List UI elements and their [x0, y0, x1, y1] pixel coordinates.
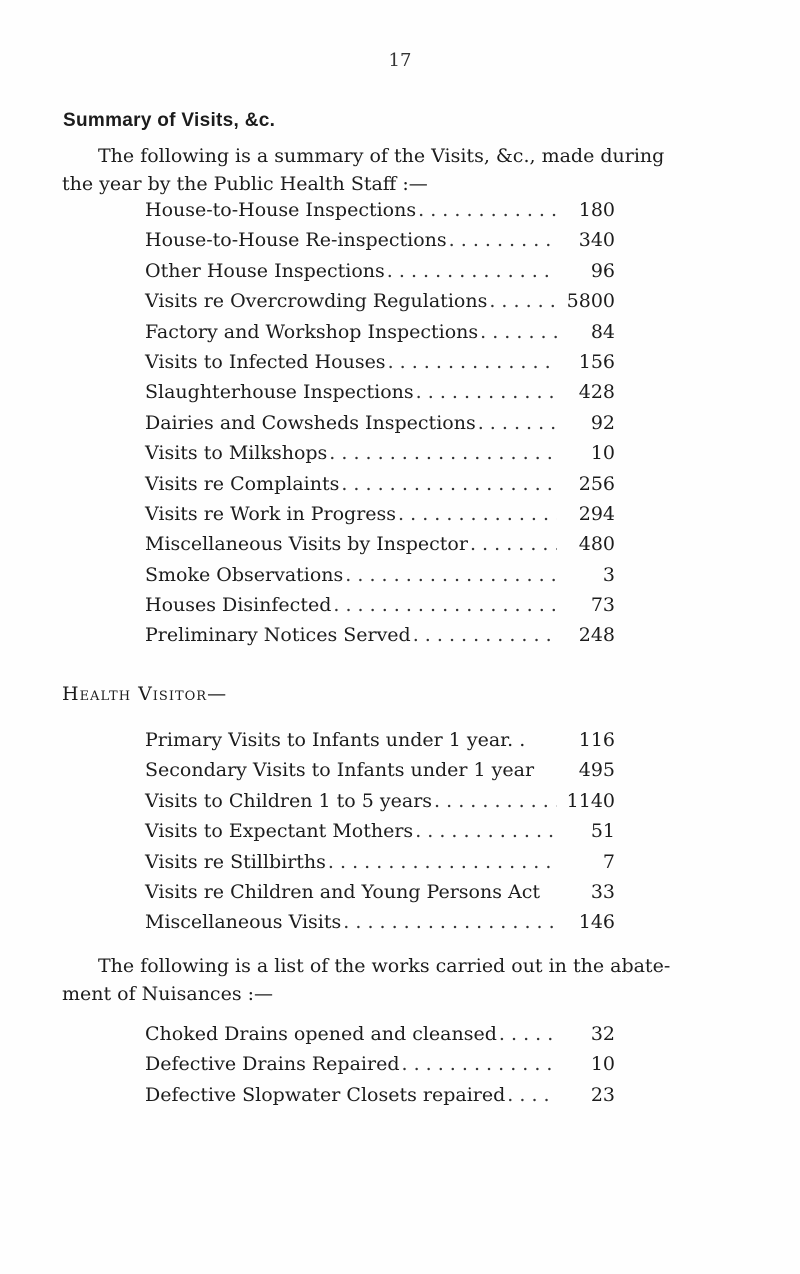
- list-item: [145, 503, 615, 533]
- item-value: 146: [578, 911, 615, 934]
- item-label: Visits re Children and Young Persons Act: [145, 880, 541, 903]
- item-value: 96: [590, 259, 615, 282]
- intro-paragraph: [62, 142, 752, 198]
- item-label: House-to-House Inspections: [145, 199, 417, 221]
- item-value: 73: [590, 594, 615, 617]
- dot-leader: [434, 790, 557, 812]
- dot-leader: [418, 199, 557, 221]
- health-visitor-list: [145, 729, 615, 942]
- item-value: 5800: [566, 290, 615, 313]
- list-item: [145, 790, 615, 820]
- page-heading: Summary of Visits, &c.: [63, 110, 276, 131]
- dot-leader: [328, 851, 557, 873]
- item-label: Visits re Stillbirths: [145, 850, 326, 873]
- list-item: [145, 260, 615, 290]
- list-item: [145, 321, 615, 351]
- nuisances-line-1: The following is a list of the works carried out in the abate-: [98, 955, 671, 977]
- item-value: 3: [602, 563, 615, 586]
- item-value: 495: [578, 759, 615, 782]
- item-value: 180: [578, 199, 615, 221]
- item-value: 156: [578, 350, 615, 373]
- dot-leader: [416, 381, 557, 403]
- dot-leader: [345, 564, 557, 586]
- list-item: [145, 1053, 615, 1083]
- dot-leader: [343, 911, 557, 933]
- nuisances-paragraph: [62, 952, 752, 1008]
- intro-line-2: the year by the Public Health Staff :—: [62, 173, 428, 195]
- list-item: [145, 594, 615, 624]
- item-label: Secondary Visits to Infants under 1 year: [145, 759, 535, 782]
- list-item: [145, 199, 615, 229]
- list-item: [145, 381, 615, 411]
- dot-leader: [489, 290, 557, 312]
- item-label: Choked Drains opened and cleansed: [145, 1023, 497, 1045]
- page-number: 17: [388, 50, 412, 71]
- item-value: 84: [590, 320, 615, 343]
- item-label: Defective Drains Repaired: [145, 1053, 400, 1076]
- list-item: [145, 881, 615, 911]
- list-item: [145, 229, 615, 259]
- dot-leader: [415, 820, 557, 842]
- list-item: [145, 412, 615, 442]
- dot-leader: [341, 473, 557, 495]
- item-label: Slaughterhouse Inspections: [145, 381, 414, 404]
- dot-leader: [329, 442, 557, 464]
- item-label: Dairies and Cowsheds Inspections: [145, 411, 476, 434]
- item-value: 116: [578, 729, 615, 751]
- item-value: 256: [578, 472, 615, 495]
- list-item: [145, 564, 615, 594]
- dot-leader: [507, 1084, 557, 1106]
- dot-leader: [480, 321, 557, 343]
- list-item: [145, 624, 615, 654]
- item-value: 1140: [566, 789, 615, 812]
- item-label: Other House Inspections: [145, 259, 385, 282]
- list-item: [145, 290, 615, 320]
- dot-leader: [470, 533, 557, 555]
- item-label: Preliminary Notices Served: [145, 624, 411, 647]
- item-label: Primary Visits to Infants under 1 year. .: [145, 729, 526, 751]
- item-value: 51: [590, 820, 615, 843]
- item-label: Houses Disinfected: [145, 594, 332, 617]
- item-label: Visits to Children 1 to 5 years: [145, 789, 433, 812]
- dot-leader: [449, 229, 557, 251]
- item-label: Visits to Infected Houses: [145, 350, 386, 373]
- item-value: 10: [590, 1053, 615, 1076]
- dot-leader: [388, 351, 557, 373]
- dot-leader: [333, 594, 557, 616]
- dot-leader: [499, 1023, 557, 1045]
- health-visitor-title: Health Visitor—: [62, 683, 228, 705]
- list-item: [145, 533, 615, 563]
- item-value: 7: [602, 850, 615, 873]
- list-item: [145, 473, 615, 503]
- item-value: 23: [590, 1083, 615, 1106]
- item-label: Miscellaneous Visits by Inspector: [145, 533, 468, 556]
- list-item: [145, 1084, 615, 1114]
- list-item: [145, 911, 615, 941]
- item-value: 340: [578, 229, 615, 252]
- item-label: Factory and Workshop Inspections: [145, 320, 479, 343]
- dot-leader: [401, 1053, 557, 1075]
- nuisances-list: [145, 1023, 615, 1114]
- list-item: [145, 729, 615, 759]
- item-label: Visits to Milkshops: [145, 442, 328, 465]
- item-label: Visits to Expectant Mothers: [145, 820, 414, 843]
- item-value: 10: [590, 442, 615, 465]
- dot-leader: [398, 503, 557, 525]
- item-label: House-to-House Re-inspections: [145, 229, 447, 252]
- item-label: Visits re Complaints: [145, 472, 340, 495]
- item-label: Visits re Overcrowding Regulations: [145, 290, 488, 313]
- list-item: [145, 851, 615, 881]
- item-label: Defective Slopwater Closets repaired: [145, 1083, 506, 1106]
- dot-leader: [478, 412, 557, 434]
- item-value: 480: [578, 533, 615, 556]
- dot-leader: [413, 624, 557, 646]
- item-value: 294: [578, 502, 615, 525]
- item-label: Miscellaneous Visits: [145, 911, 342, 934]
- item-value: 33: [590, 880, 615, 903]
- item-value: 92: [590, 411, 615, 434]
- dot-leader: [387, 260, 557, 282]
- staff-visits-list: [145, 199, 615, 655]
- list-item: [145, 759, 615, 789]
- item-label: Visits re Work in Progress: [145, 502, 397, 525]
- item-value: 248: [578, 624, 615, 647]
- intro-line-1: The following is a summary of the Visits, &c., made during: [98, 145, 665, 167]
- list-item: [145, 1023, 615, 1053]
- item-value: 32: [590, 1023, 615, 1045]
- nuisances-line-2: ment of Nuisances :—: [62, 983, 274, 1005]
- list-item: [145, 442, 615, 472]
- list-item: [145, 351, 615, 381]
- list-item: [145, 820, 615, 850]
- item-value: 428: [578, 381, 615, 404]
- item-label: Smoke Observations: [145, 563, 344, 586]
